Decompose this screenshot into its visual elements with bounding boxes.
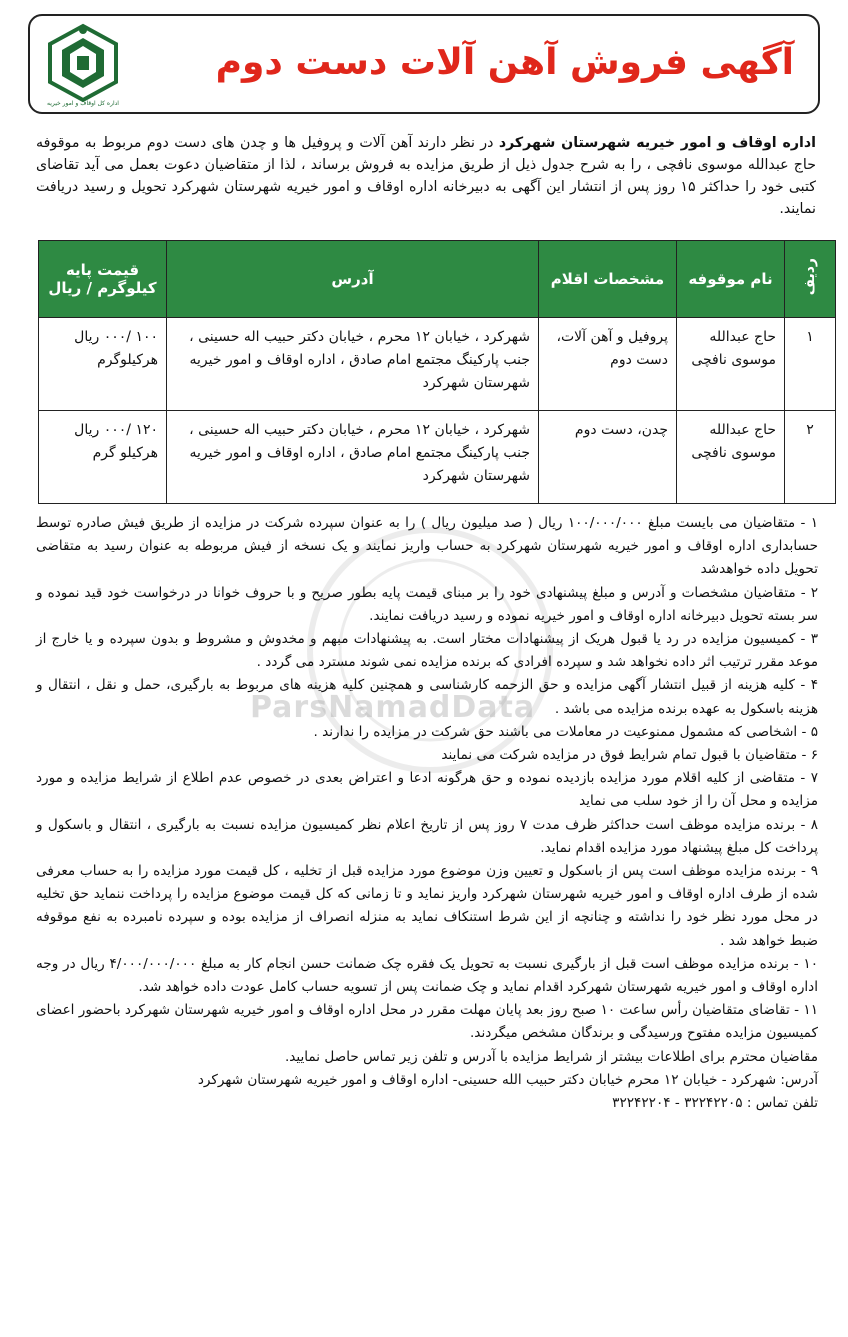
condition-item: ۵ - اشخاصی که مشمول ممنوعیت در معاملات می باشند حق شرکت در مزایده را ندارند . xyxy=(313,723,818,740)
condition-item: ۲ - متقاضیان مشخصات و آدرس و مبلغ پیشنهادی خود را بر مبنای قیمت پایه بطور صریح و با حروف خوانا در درخواست خود قید نموده و سر بسته تحویل دبیرخانه اداره اوقاف و امور خیریه نموده و رسید دریافت نمایند. xyxy=(36,584,818,624)
contact-address: آدرس: شهرکرد - خیابان ۱۲ محرم خیابان دکتر حبیب الله حسینی- اداره اوقاف و امور خیریه شهرستان شهرکرد xyxy=(197,1071,818,1088)
logo-caption: اداره کل اوقاف و امور خیریه xyxy=(47,100,119,107)
endowment-logo-icon xyxy=(38,20,128,108)
cell-row-number: ۲ xyxy=(785,411,836,504)
contact-phone: تلفن تماس : ۳۲۲۴۲۲۰۵ - ۳۲۲۴۲۲۰۴ xyxy=(612,1095,818,1112)
header-items: مشخصات اقلام xyxy=(539,241,677,318)
header-endowment: نام موقوفه xyxy=(677,241,785,318)
cell-address: شهرکرد ، خیابان ۱۲ محرم ، خیابان دکتر حبیب اله حسینی ، جنب پارکینگ مجتمع امام صادق ، اداره اوقاف و امور خیریه شهرستان شهرکرد xyxy=(167,411,539,504)
watermark-text: ParsNamadData xyxy=(250,690,536,725)
condition-item: ۱ - متقاضیان می بایست مبلغ ۱۰۰/۰۰۰/۰۰۰ ریال ( صد میلیون ریال ) را به عنوان سپرده شرکت در مزایده از طریق فیش صادره توسط حسابداری اداره اوقاف و امور خیریه شهرستان شهرکرد به حساب واریز نمایند و یک نسخه از فیش مربوطه به عنوان رسید به متقاضی تحویل داده خواهدشد xyxy=(36,515,819,578)
cell-price: ۱۲۰ /۰۰۰ ریال هرکیلو گرم xyxy=(39,411,167,504)
condition-item: ۳ - کمیسیون مزایده در رد یا قبول هریک از پیشنهادات مختار است. به پیشنهادات مبهم و مخدوش و مشروط و بدون سپرده و یا خارج از موعد مقرر ترتیب اثر داده نخواهد شد و سپرده افرادی که برنده مزایده نمی شوند مسترد می گردد . xyxy=(36,631,818,671)
more-info-text: مقاضیان محترم برای اطلاعات بیشتر از شرایط مزایده با آدرس و تلفن زیر تماس حاصل نمایید. xyxy=(284,1048,818,1065)
table-row xyxy=(39,411,836,504)
header-row-number: ردیف xyxy=(785,241,836,318)
cell-items: پروفیل و آهن آلات، دست دوم xyxy=(539,318,677,411)
cell-items: چدن، دست دوم xyxy=(539,411,677,504)
condition-item: ۷ - متقاضی از کلیه اقلام مورد مزایده بازدیده نموده و حق هرگونه ادعا و اعتراض بعدی در خصوص عدم اطلاع از شرایط مزایده و مورد مزایده و محل آن را از خود سلب می نماید xyxy=(36,770,818,810)
table-row xyxy=(39,318,836,411)
cell-price: ۱۰۰ /۰۰۰ ریال هرکیلوگرم xyxy=(39,318,167,411)
cell-endowment: حاج عبدالله موسوی نافچی xyxy=(677,318,785,411)
intro-org: اداره اوقاف و امور خیریه شهرستان شهرکرد xyxy=(498,135,817,151)
page-title: آگهی فروش آهن آلات دست دوم xyxy=(215,42,794,83)
condition-item: ۱۱ - تقاضای متقاضیان رأس ساعت ۱۰ صبح روز بعد پایان مهلت مقرر در محل اداره اوقاف و امور خیریه شهرستان شهرکرد باحضور اعضای کمیسیون مزایده مفتوح ورسیدگی و برندگان مشخص میگردند. xyxy=(36,1002,818,1042)
items-table xyxy=(38,240,836,504)
conditions-list xyxy=(36,512,818,1115)
cell-address: شهرکرد ، خیابان ۱۲ محرم ، خیابان دکتر حبیب اله حسینی ، جنب پارکینگ مجتمع امام صادق ، اداره اوقاف و امور خیریه شهرستان شهرکرد xyxy=(167,318,539,411)
condition-item: ۸ - برنده مزایده موظف است حداکثر ظرف مدت ۷ روز پس از تاریخ اعلام نظر کمیسیون مزایده نسبت به بارگیری ، انتقال و باسکول و پرداخت کل مبلغ پیشنهاد مورد مزایده اقدام نماید. xyxy=(36,816,818,856)
header-address: آدرس xyxy=(167,241,539,318)
condition-item: ۹ - برنده مزایده موظف است پس از باسکول و تعیین وزن موضوع مورد مزایده قبل از تخلیه ، کل قیمت مورد مزایده را به حساب معرفی شده از طرف اداره اوقاف و امور خیریه شهرستان شهرکرد واریز نماید و تا زمانی که کل قیمت موضوع مزایده را پرداخت ننماید حق تخلیه در محل مورد نظر خود را نداشته و چنانچه از این شرط استنکاف نماید به منزله انصراف از مزایده بوده و سپرده نامبرده به نفع موقوفه ضبط خواهد شد . xyxy=(36,863,818,949)
intro-text: در نظر دارند آهن آلات و پروفیل ها و چدن های دست دوم مربوط به موقوفه حاج عبدالله موسوی نافچی ، را به شرح جدول ذیل از طریق مزایده به فروش برساند ، لذا از متقاضیان دعوت بعمل می آید تقاضای کتبی خود را حداکثر ۱۵ روز پس از انتشار این آگهی به دبیرخانه اداره اوقاف و امور خیریه شهرستان شهرکرد تحویل و رسید دریافت نمایند. xyxy=(36,135,816,217)
intro-paragraph xyxy=(36,132,816,220)
cell-endowment: حاج عبدالله موسوی نافچی xyxy=(677,411,785,504)
condition-item: ۱۰ - برنده مزایده موظف است قبل از بارگیری نسبت به تحویل یک فقره چک ضمانت حسن انجام کار به مبلغ ۴/۰۰۰/۰۰۰/۰۰۰ ریال در وجه اداره اوقاف و امور خیریه شهرستان شهرکرد اقدام نماید و چک ضمانت پس از تسویه حساب کامل عودت داده خواهد شد. xyxy=(36,955,818,996)
condition-item: ۴ - کلیه هزینه از قبیل انتشار آگهی مزایده و حق الزحمه کارشناسی و همچنین کلیه هزینه های مربوط به بارگیری، حمل و نقل ، انتقال و هزینه باسکول به عهده برنده مزایده می باشد . xyxy=(36,677,818,717)
header-price: قیمت پایه کیلوگرم / ریال xyxy=(39,241,167,318)
table-header-row xyxy=(39,241,836,318)
cell-row-number: ۱ xyxy=(785,318,836,411)
condition-item: ۶ - متقاضیان با قبول تمام شرایط فوق در مزایده شرکت می نمایند xyxy=(441,747,818,764)
